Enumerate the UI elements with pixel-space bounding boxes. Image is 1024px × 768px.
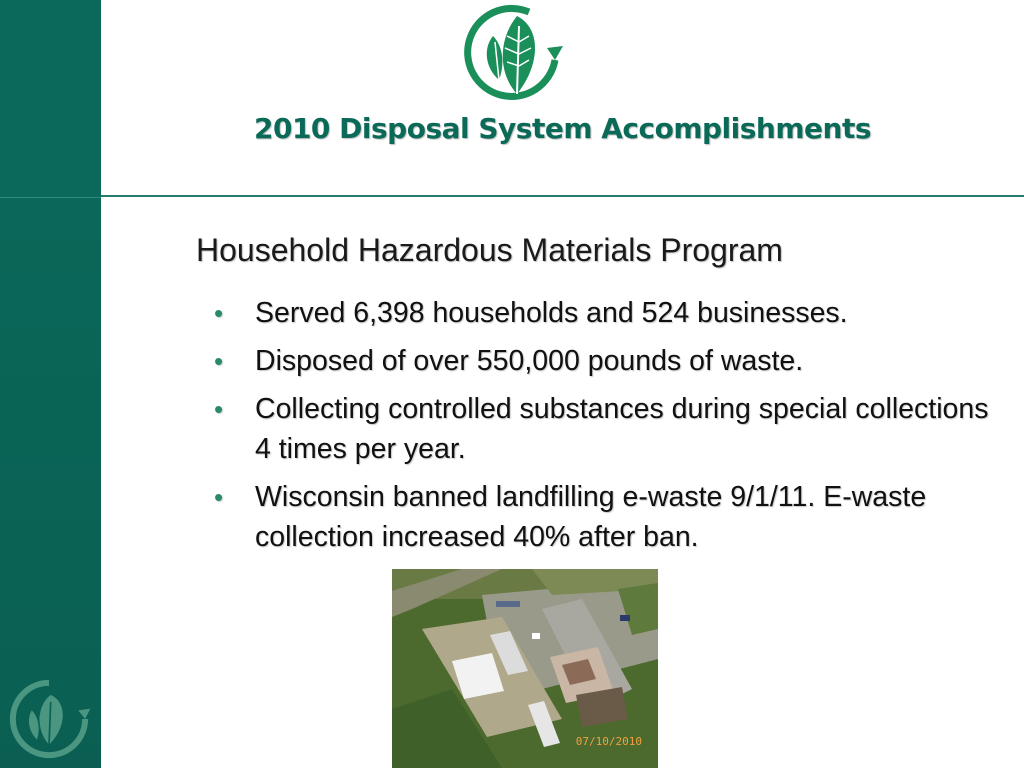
bullet-icon: • [214, 394, 224, 424]
leaf-recycle-icon [6, 676, 92, 762]
bullet-item [214, 477, 1004, 557]
bullet-list [214, 293, 1004, 565]
bullet-text: Served 6,398 households and 524 businesses. [255, 297, 848, 329]
bullet-icon: • [214, 346, 224, 376]
bullet-item [214, 293, 1004, 333]
title-divider [101, 195, 1024, 197]
sidebar-header-band [0, 0, 101, 198]
bullet-text: Disposed of over 550,000 pounds of waste. [255, 345, 804, 377]
bullet-text: Wisconsin banned landfilling e-waste 9/1/11. E-waste collection increased 40% after ban. [255, 481, 927, 553]
aerial-photo [392, 569, 658, 768]
slide-title: 2010 Disposal System Accomplishments [253, 112, 872, 145]
leaf-recycle-icon [459, 2, 563, 102]
bullet-text: Collecting controlled substances during special collections 4 times per year. [255, 393, 989, 465]
section-heading: Household Hazardous Materials Program [196, 232, 783, 268]
bullet-icon: • [214, 298, 224, 328]
bullet-item [214, 389, 1004, 469]
photo-date-stamp: 07/10/2010 [575, 735, 642, 748]
bullet-item [214, 341, 1004, 381]
bullet-icon: • [214, 482, 224, 512]
sidebar [0, 0, 101, 768]
